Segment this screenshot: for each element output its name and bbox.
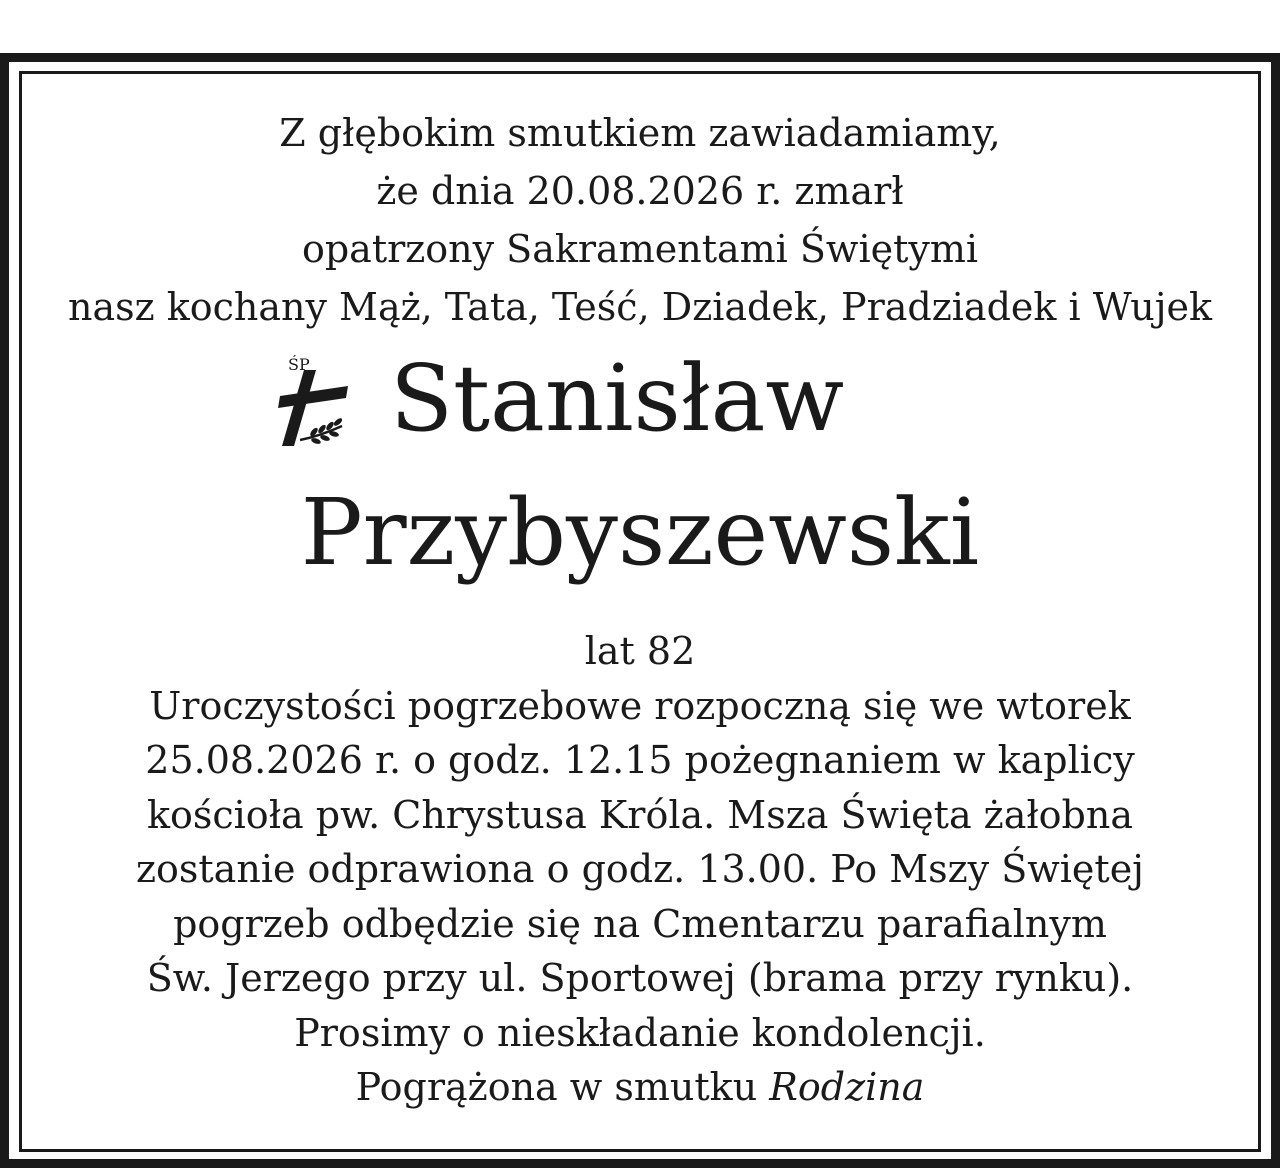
details-line: 25.08.2026 r. o godz. 12.15 pożegnaniem w kaplicy [145, 738, 1135, 782]
deceased-first-name: Stanisław [390, 345, 845, 452]
signature-family: Rodzina [769, 1065, 925, 1109]
funeral-details [40, 624, 1240, 1115]
details-line: Prosimy o nieskładanie kondolencji. [294, 1010, 986, 1055]
details-line: kościoła pw. Chrystusa Króla. Msza Święta żałobna [146, 792, 1134, 837]
details-line: Św. Jerzego przy ul. Sportowej (brama przy rynku). [146, 956, 1134, 1000]
signature-line [40, 1060, 1240, 1115]
details-line: zostanie odprawiona o godz. 13.00. Po Mszy Świętej [136, 847, 1144, 891]
details-line: Uroczystości pogrzebowe rozpoczną się we wtorek [149, 683, 1131, 728]
intro-line: że dnia 20.08.2026 r. zmarł [376, 169, 904, 213]
palm-branch [300, 417, 343, 445]
deceased-age: lat 82 [584, 629, 696, 673]
details-line: pogrzeb odbędzie się na Cmentarzu parafialnym [173, 901, 1107, 946]
intro-line: nasz kochany Mąż, Tata, Teść, Dziadek, Pradziadek i Wujek [67, 285, 1213, 329]
intro-line: Z głębokim smutkiem zawiadamiamy, [279, 111, 1001, 155]
intro-line: opatrzony Sakramentami Świętymi [301, 227, 979, 271]
deceased-last-name: Przybyszewski [300, 479, 980, 586]
announcement-intro [40, 104, 1240, 336]
sp-label: ŚP [288, 355, 310, 374]
cross-with-palm-branch-icon [270, 352, 354, 452]
signature-prefix: Pogrążona w smutku [355, 1065, 770, 1109]
